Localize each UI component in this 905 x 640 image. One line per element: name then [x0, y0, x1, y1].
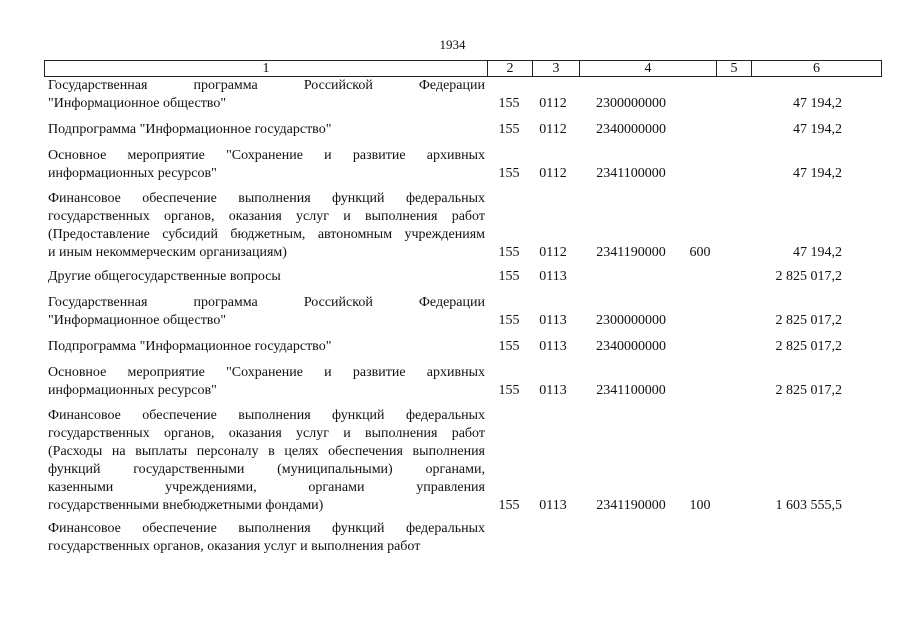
cell-amount: 47 194,2 — [793, 96, 842, 111]
row-description — [48, 121, 485, 139]
cell-section-code: 0113 — [539, 383, 567, 398]
column-number-header — [44, 60, 882, 77]
cell-code-grbs: 155 — [498, 498, 520, 513]
row-description — [48, 147, 485, 183]
description-line: Основное мероприятие "Сохранение и развитие архивных — [48, 148, 485, 163]
description-line: Подпрограмма "Информационное государство" — [48, 122, 332, 137]
cell-target-article: 2341100000 — [596, 383, 666, 398]
description-line: государственными внебюджетными фондами) — [48, 498, 324, 513]
row-description — [48, 364, 485, 400]
page-number: 1934 — [439, 37, 466, 52]
cell-code-grbs: 155 — [498, 245, 520, 260]
description-line: Финансовое обеспечение выполнения функций федеральных — [48, 408, 485, 423]
cell-expense-type: 100 — [689, 498, 711, 513]
header-col-4: 4 — [580, 61, 717, 77]
row-description — [48, 520, 485, 556]
cell-section-code: 0112 — [539, 245, 567, 260]
header-col-5: 5 — [717, 61, 752, 77]
cell-amount: 2 825 017,2 — [775, 313, 842, 328]
description-line: информационных ресурсов" — [48, 166, 217, 181]
cell-amount: 47 194,2 — [793, 166, 842, 181]
description-line: и иным некоммерческим организациям) — [48, 245, 287, 260]
header-col-6: 6 — [752, 61, 882, 77]
cell-amount: 2 825 017,2 — [775, 339, 842, 354]
cell-target-article: 2340000000 — [596, 339, 666, 354]
description-line: функций государственными (муниципальными) органами, — [48, 462, 485, 477]
description-line: Финансовое обеспечение выполнения функций федеральных — [48, 191, 485, 206]
row-description — [48, 407, 485, 515]
cell-section-code: 0113 — [539, 313, 567, 328]
cell-target-article: 2341100000 — [596, 166, 666, 181]
cell-amount: 47 194,2 — [793, 245, 842, 260]
description-line: "Информационное общество" — [48, 313, 227, 328]
description-line: (Расходы на выплаты персоналу в целях обеспечения выполнения — [48, 444, 485, 459]
description-line: Государственная программа Российской Федерации — [48, 78, 485, 93]
cell-code-grbs: 155 — [498, 313, 520, 328]
description-line: Государственная программа Российской Федерации — [48, 295, 485, 310]
cell-code-grbs: 155 — [498, 339, 520, 354]
description-line: Финансовое обеспечение выполнения функций федеральных — [48, 521, 485, 536]
cell-section-code: 0113 — [539, 498, 567, 513]
description-line: информационных ресурсов" — [48, 383, 217, 398]
cell-target-article: 2341190000 — [596, 498, 666, 513]
description-line: "Информационное общество" — [48, 96, 227, 111]
cell-target-article: 2300000000 — [596, 313, 666, 328]
row-description — [48, 338, 485, 356]
cell-section-code: 0113 — [539, 339, 567, 354]
cell-amount: 2 825 017,2 — [775, 383, 842, 398]
description-line: государственных органов, оказания услуг и выполнения работ — [48, 539, 421, 554]
cell-amount: 1 603 555,5 — [775, 498, 842, 513]
header-col-1: 1 — [45, 61, 488, 77]
cell-code-grbs: 155 — [498, 96, 520, 111]
description-line: Подпрограмма "Информационное государство" — [48, 339, 332, 354]
cell-target-article: 2341190000 — [596, 245, 666, 260]
description-line: Другие общегосударственные вопросы — [48, 269, 281, 284]
cell-code-grbs: 155 — [498, 383, 520, 398]
cell-target-article: 2300000000 — [596, 96, 666, 111]
cell-section-code: 0112 — [539, 122, 567, 137]
row-description — [48, 190, 485, 262]
description-line: Основное мероприятие "Сохранение и развитие архивных — [48, 365, 485, 380]
row-description — [48, 77, 485, 113]
cell-expense-type: 600 — [689, 245, 711, 260]
description-line: (Предоставление субсидий бюджетным, автономным учреждениям — [48, 227, 485, 242]
header-col-2: 2 — [488, 61, 533, 77]
row-description — [48, 268, 485, 286]
header-col-3: 3 — [533, 61, 580, 77]
description-line: казенными учреждениями, органами управления — [48, 480, 485, 495]
description-line: государственных органов, оказания услуг и выполнения работ — [48, 209, 485, 224]
cell-code-grbs: 155 — [498, 269, 520, 284]
cell-target-article: 2340000000 — [596, 122, 666, 137]
description-line: государственных органов, оказания услуг и выполнения работ — [48, 426, 485, 441]
cell-code-grbs: 155 — [498, 166, 520, 181]
cell-amount: 2 825 017,2 — [775, 269, 842, 284]
cell-code-grbs: 155 — [498, 122, 520, 137]
row-description — [48, 294, 485, 330]
cell-section-code: 0112 — [539, 96, 567, 111]
cell-section-code: 0113 — [539, 269, 567, 284]
cell-amount: 47 194,2 — [793, 122, 842, 137]
cell-section-code: 0112 — [539, 166, 567, 181]
